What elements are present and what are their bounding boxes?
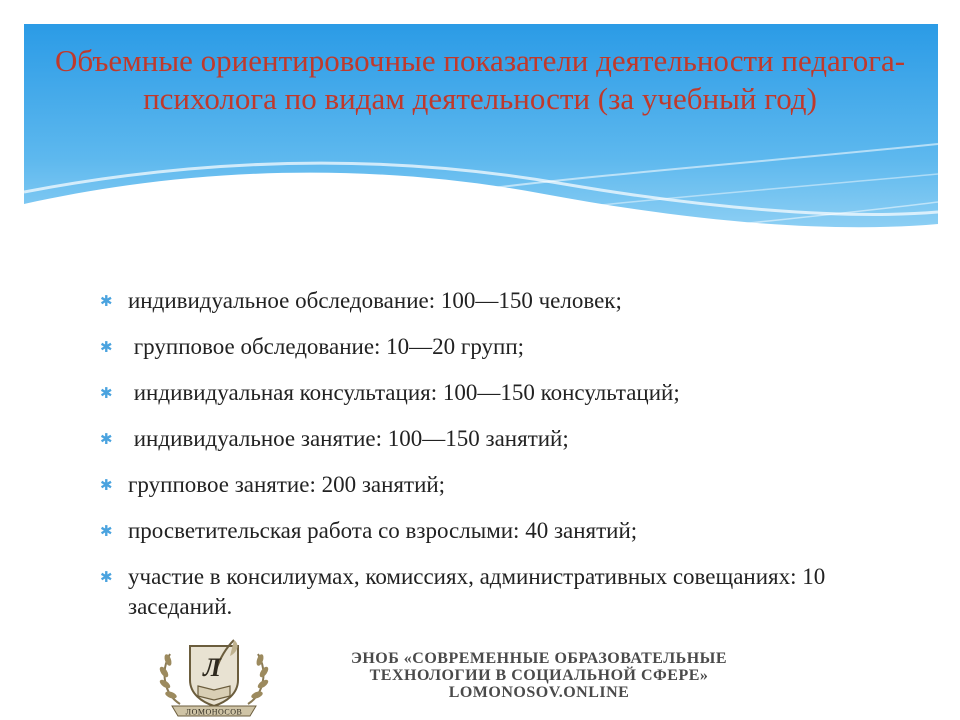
footer [150,636,800,720]
asterisk-icon: ✱ [100,478,113,494]
asterisk-icon: ✱ [100,524,113,540]
asterisk-icon: ✱ [100,340,113,356]
list-item [100,562,860,622]
footer-line-2: ТЕХНОЛОГИИ В СОЦИАЛЬНОЙ СФЕРЕ» [369,667,709,684]
logo-ribbon-text: ЛОМОНОСОВ [185,707,243,717]
list-item [100,470,860,500]
list-item [100,332,860,362]
asterisk-icon: ✱ [100,570,113,586]
list-item-text: участие в консилиумах, комиссиях, административных совещаниях: 10 заседаний. [128,564,831,619]
list-item-text: индивидуальная консультация: 100—150 консультаций; [128,380,680,405]
list-item [100,286,860,316]
footer-link[interactable]: LOMONOSOV.ONLINE [448,684,630,701]
list-item [100,516,860,546]
list-item [100,378,860,408]
lomonosov-emblem-icon [150,636,278,720]
slide-title: Объемные ориентировочные показатели деятельности педагога-психолога по видам деятельности (за учебный год) [54,43,906,116]
bullet-list [100,286,860,622]
list-item-text: групповое обследование: 10—20 групп; [128,334,525,359]
list-item [100,424,860,454]
list-item-text: групповое занятие: 200 занятий; [128,472,446,497]
logo-letter: Л [203,653,221,682]
footer-text [278,650,800,701]
asterisk-icon: ✱ [100,432,113,448]
list-item-text: просветительская работа со взрослыми: 40 занятий; [128,518,638,543]
asterisk-icon: ✱ [100,294,113,310]
list-item-text: индивидуальное занятие: 100—150 занятий; [128,426,569,451]
footer-line-1: ЭНОБ «СОВРЕМЕННЫЕ ОБРАЗОВАТЕЛЬНЫЕ [350,650,728,667]
asterisk-icon: ✱ [100,386,113,402]
list-item-text: индивидуальное обследование: 100—150 человек; [128,288,622,313]
